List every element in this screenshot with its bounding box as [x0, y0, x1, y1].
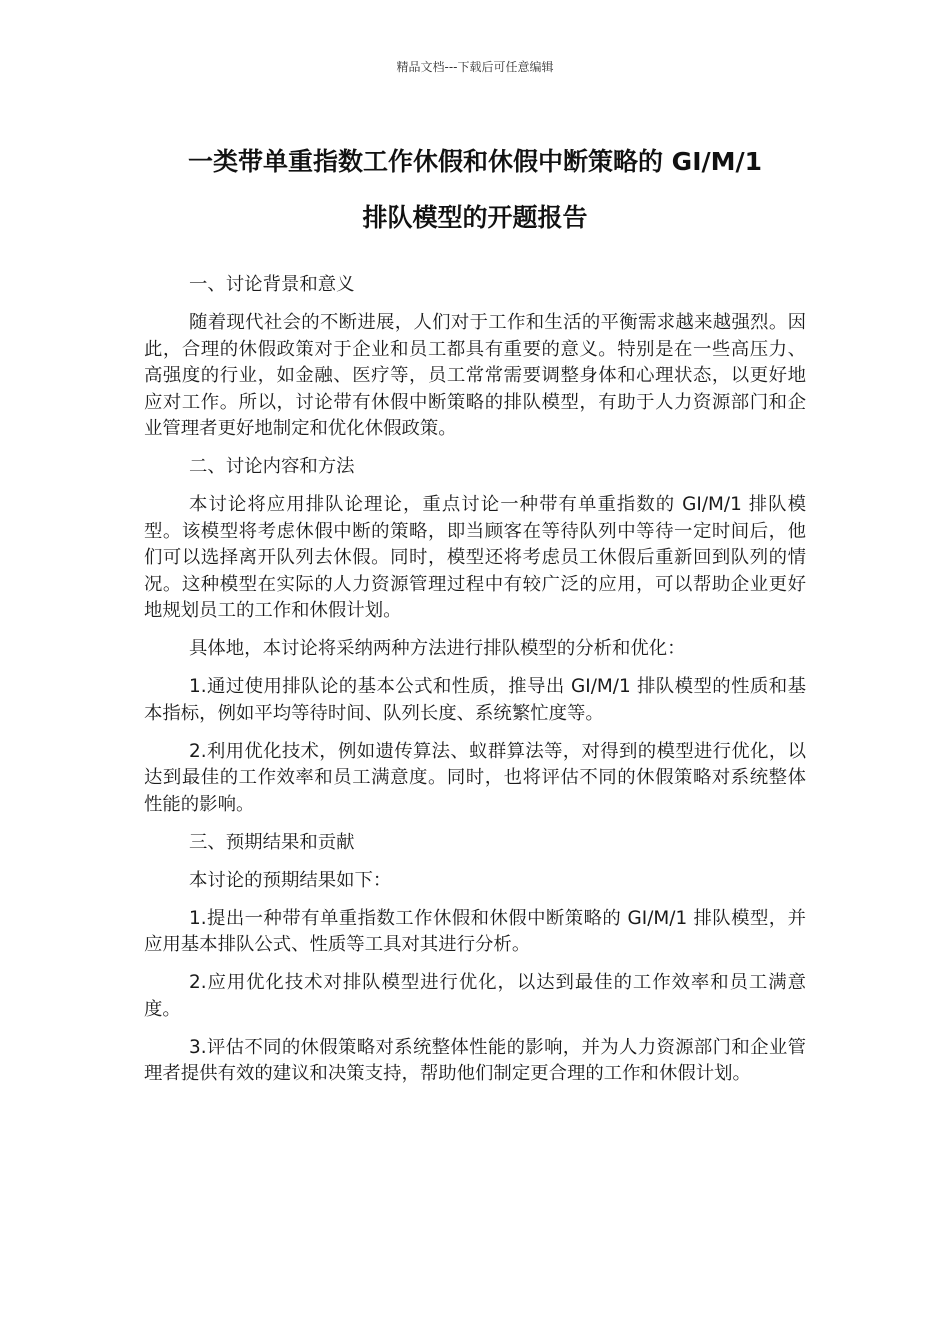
- header-note: 精品文档---下载后可任意编辑: [396, 60, 554, 74]
- document-title-line-1: 一类带单重指数工作休假和休假中断策略的 GI/M/1: [187, 147, 763, 176]
- paragraph-content: 本讨论将应用排队论理论，重点讨论一种带有单重指数的 GI/M/1 排队模型。该模型将考虑休假中断的策略，即当顾客在等待队列中等待一定时间后，他们可以选择离开队列去休假。同时，模型还将考虑员工休假后重新回到队列的情况。这种模型在实际的人力资源管理过程中有较广泛的应用，可以帮助企业更好地规划员工的工作和休假计划。: [144, 494, 806, 621]
- paragraph-background: 随着现代社会的不断进展，人们对于工作和生活的平衡需求越来越强烈。因此，合理的休假政策对于企业和员工都具有重要的意义。特别是在一些高压力、高强度的行业，如金融、医疗等，员工常常需要调整身体和心理状态，以更好地应对工作。所以，讨论带有休假中断策略的排队模型，有助于人力资源部门和企业管理者更好地制定和优化休假政策。: [144, 312, 806, 439]
- list-item-method-2: 2.利用优化技术，例如遗传算法、蚁群算法等，对得到的模型进行优化，以达到最佳的工作效率和员工满意度。同时，也将评估不同的休假策略对系统整体性能的影响。: [144, 740, 806, 815]
- list-item-result-3: 3.评估不同的休假策略对系统整体性能的影响，并为人力资源部门和企业管理者提供有效的建议和决策支持，帮助他们制定更合理的工作和休假计划。: [144, 1036, 806, 1084]
- section-heading-results: 三、预期结果和贡献: [189, 831, 355, 853]
- section-heading-content-method: 二、讨论内容和方法: [189, 456, 355, 477]
- list-item-method-1: 1.通过使用排队论的基本公式和性质，推导出 GI/M/1 排队模型的性质和基本指标，例如平均等待时间、队列长度、系统繁忙度等。: [144, 676, 806, 724]
- document-body: [144, 272, 806, 1099]
- list-item-result-2: 2.应用优化技术对排队模型进行优化，以达到最佳的工作效率和员工满意度。: [144, 972, 806, 1020]
- paragraph-results-intro: 本讨论的预期结果如下：: [189, 869, 392, 891]
- paragraph-methods-intro: 具体地，本讨论将采纳两种方法进行排队模型的分析和优化：: [189, 638, 686, 659]
- document-title-line-2: 排队模型的开题报告: [362, 203, 588, 232]
- section-heading-background: 一、讨论背景和意义: [189, 274, 355, 295]
- list-item-result-1: 1.提出一种带有单重指数工作休假和休假中断策略的 GI/M/1 排队模型，并应用基本排队公式、性质等工具对其进行分析。: [144, 907, 806, 955]
